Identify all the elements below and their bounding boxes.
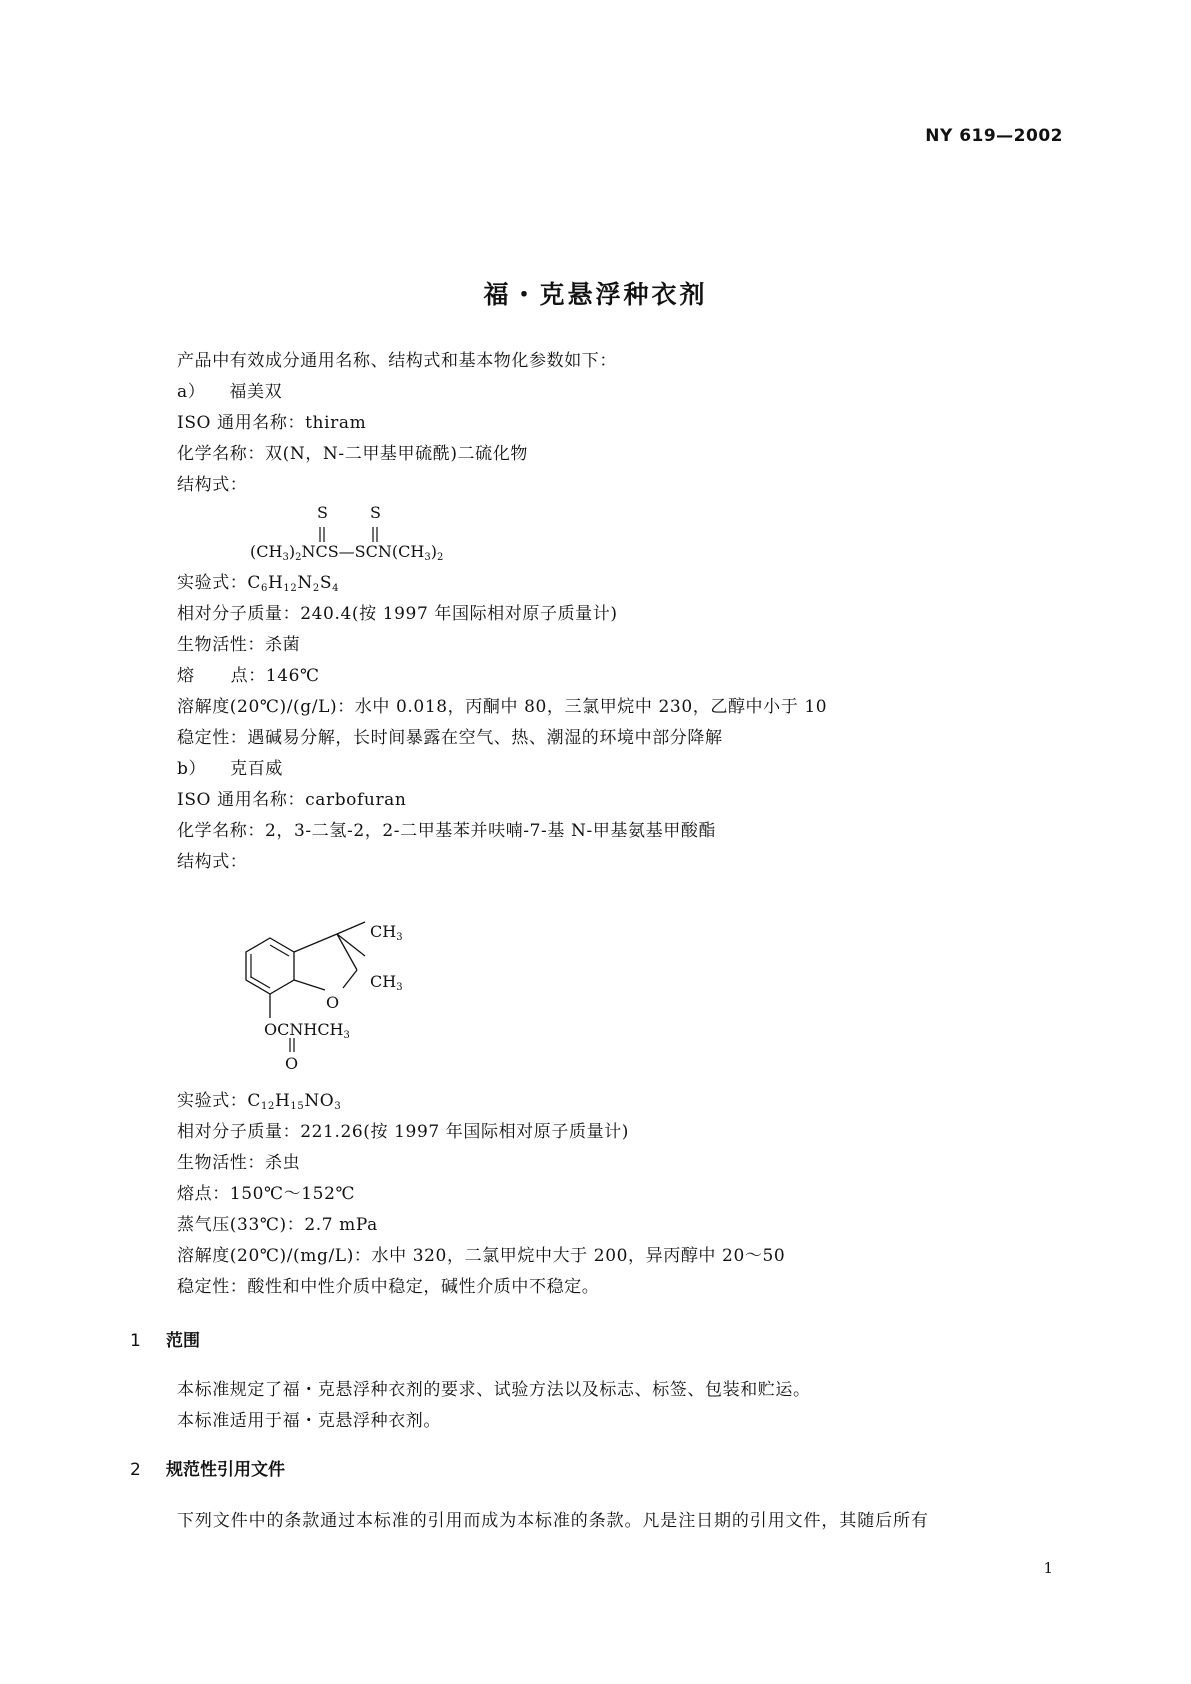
thiram-sulfur-right: S <box>370 503 381 522</box>
section-1-title: 范围 <box>166 1331 200 1351</box>
thiram-chemical-name <box>177 443 528 465</box>
carbofuran-solubility: 溶解度(20℃)/(mg/L)：水中 320，二氯甲烷中大于 200，异丙醇中 20～50 <box>177 1246 786 1266</box>
document-title: 福・克悬浮种衣剂 <box>483 280 708 309</box>
thiram-stability: 稳定性：遇碱易分解，长时间暴露在空气、热、潮湿的环境中部分降解 <box>177 728 723 748</box>
carbofuran-bioactivity: 生物活性：杀虫 <box>177 1153 301 1173</box>
carbofuran-iso-name <box>177 789 406 811</box>
benzene-ring <box>246 938 294 994</box>
thiram-melting-point: 熔 点：146℃ <box>177 666 320 686</box>
section-2-heading <box>130 1459 285 1481</box>
iso-name-label: ISO 通用名称： <box>177 790 306 810</box>
carbonyl-oxygen: O <box>285 1054 299 1073</box>
thiram-empirical-formula: 实验式：$C_6H_{12}N_2S_4$ <box>177 573 340 594</box>
section-2-number: 2 <box>130 1460 141 1480</box>
carbofuran-stability: 稳定性：酸性和中性介质中稳定，碱性介质中不稳定。 <box>177 1277 600 1297</box>
standard-number: NY 619—2002 <box>925 126 1063 146</box>
section-1-heading <box>130 1330 200 1352</box>
section-1-number: 1 <box>130 1331 141 1351</box>
section-2-paragraph-1: 下列文件中的条款通过本标准的引用而成为本标准的条款。凡是注日期的引用文件，其随后所有 <box>177 1511 929 1531</box>
thiram-sulfur-left: S <box>317 503 328 522</box>
carbofuran-melting-point: 熔点：150℃～152℃ <box>177 1184 356 1204</box>
ring-oxygen: O <box>326 993 340 1012</box>
carbofuran-skeleton <box>0 870 1191 1090</box>
iso-name-value: carbofuran <box>305 790 407 810</box>
iso-name-value: thiram <box>305 413 367 433</box>
page-number: 1 <box>1043 1559 1053 1577</box>
carbofuran-structure-label: 结构式： <box>177 852 248 872</box>
item-b-heading <box>177 758 283 780</box>
chemical-name-label: 化学名称： <box>177 444 265 464</box>
thiram-formula-line: $(CH_3)_2NCS—SCN(CH_3)_2$ <box>250 542 444 563</box>
ring-bond-ch2-o <box>343 970 357 988</box>
thiram-double-bonds <box>0 500 1191 560</box>
item-b-label: b） <box>177 759 207 779</box>
intro-text: 产品中有效成分通用名称、结构式和基本物化参数如下： <box>177 351 617 371</box>
methyl-top: $CH_3$ <box>370 922 403 943</box>
chemical-name-value: 双(N，N-二甲基甲硫酰)二硫化物 <box>265 444 528 464</box>
item-b-name: 克百威 <box>230 759 283 779</box>
ring-bond-ar-o <box>294 980 325 990</box>
methyl-bond-mid <box>337 934 365 956</box>
aromatic-bond-2 <box>251 977 270 988</box>
section-1-paragraph-1: 本标准规定了福・克悬浮种衣剂的要求、试验方法以及标志、标签、包装和贮运。 <box>177 1380 811 1400</box>
carbofuran-chemical-name: 化学名称：2，3-二氢-2，2-二甲基苯并呋喃-7-基 N-甲基氨基甲酸酯 <box>177 821 717 841</box>
item-a-name: 福美双 <box>229 382 283 402</box>
carbamate-group: $OCNHCH_3$ <box>264 1020 350 1041</box>
thiram-solubility: 溶解度(20℃)/(g/L)：水中 0.018，丙酮中 80，三氯甲烷中 230，乙醇中小于 10 <box>177 697 828 717</box>
ring-bond-c2 <box>337 934 357 970</box>
section-1-paragraph-2: 本标准适用于福・克悬浮种衣剂。 <box>177 1411 441 1431</box>
item-a-label: a） <box>177 382 206 402</box>
aromatic-bond-1 <box>270 945 289 956</box>
carbofuran-vapor-pressure: 蒸气压(33℃)：2.7 mPa <box>177 1215 378 1235</box>
thiram-molecular-mass: 相对分子质量：240.4(按 1997 年国际相对原子质量计) <box>177 604 618 624</box>
thiram-structure-label: 结构式： <box>177 475 248 495</box>
carbofuran-empirical-formula: 实验式：$C_{12}H_{15}NO_3$ <box>177 1091 342 1112</box>
thiram-iso-name <box>177 412 366 434</box>
thiram-bioactivity: 生物活性：杀菌 <box>177 635 301 655</box>
iso-name-label: ISO 通用名称： <box>177 413 306 433</box>
section-2-title: 规范性引用文件 <box>166 1460 285 1480</box>
ring-bond-c3 <box>294 934 337 952</box>
carbofuran-molecular-mass: 相对分子质量：221.26(按 1997 年国际相对原子质量计) <box>177 1122 630 1142</box>
item-a-heading <box>177 381 282 403</box>
methyl-mid: $CH_3$ <box>370 972 403 993</box>
methyl-bond-top <box>337 922 365 934</box>
